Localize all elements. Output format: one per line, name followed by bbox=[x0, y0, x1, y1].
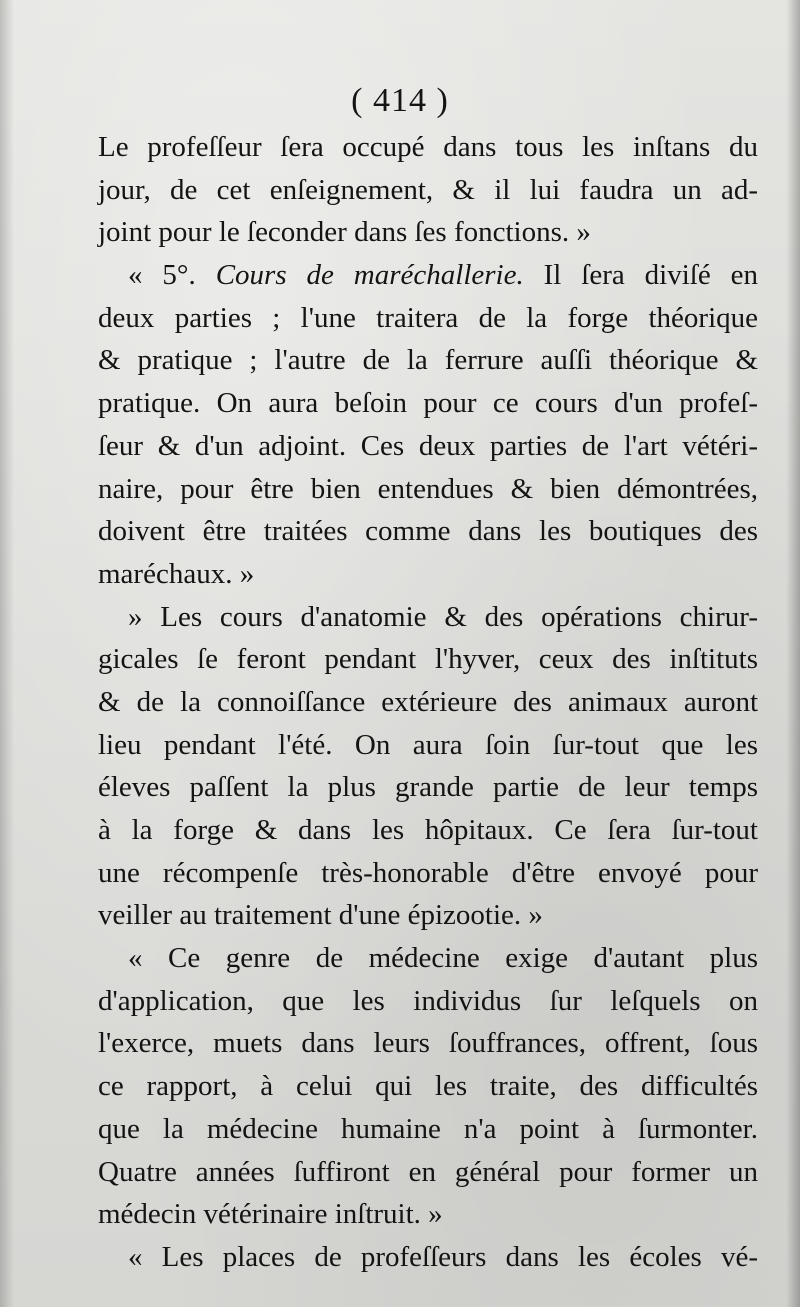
text-line-27: « Les places de profeſſeurs dans les écoles vé- bbox=[128, 1240, 758, 1273]
text-line-21: d'application, que les individus ſur leſquels on bbox=[98, 984, 758, 1017]
text-line-10: doivent être traitées comme dans les boutiques des bbox=[98, 515, 758, 548]
text-line-26: médecin vétérinaire inſtruit. » bbox=[98, 1198, 443, 1231]
body-text bbox=[98, 126, 758, 1279]
text-line-20: « Ce genre de médecine exige d'autant plus bbox=[128, 942, 758, 975]
text-line-25: Quatre années ſuffiront en général pour former un bbox=[98, 1155, 758, 1188]
page-number: ( 414 ) bbox=[351, 82, 449, 119]
page-left-shadow bbox=[0, 0, 14, 1307]
text-line-4: « 5°. Cours de maréchallerie. Il ſera diviſé en bbox=[128, 259, 758, 292]
text-line-7: pratique. On aura beſoin pour ce cours d'un profeſ- bbox=[98, 387, 758, 420]
text-line-6: & pratique ; l'autre de la ferrure auſſi théorique & bbox=[98, 344, 758, 377]
text-line-9: naire, pour être bien entendues & bien démontrées, bbox=[98, 472, 758, 505]
text-line-24: que la médecine humaine n'a point à ſurmonter. bbox=[98, 1112, 758, 1145]
text-line-15: lieu pendant l'été. On aura ſoin ſur-tout que les bbox=[98, 728, 758, 761]
text-line-1: Le profeſſeur ſera occupé dans tous les inſtans du bbox=[98, 131, 758, 163]
italic-heading: Cours de maréchallerie. bbox=[215, 259, 524, 292]
text-line-8: ſeur & d'un adjoint. Ces deux parties de l'art vétéri- bbox=[98, 429, 758, 462]
text-line-17: à la forge & dans les hôpitaux. Ce ſera ſur-tout bbox=[98, 814, 758, 846]
text-line-3: joint pour le ſeconder dans ſes fonctions. » bbox=[98, 216, 591, 249]
text-line-12: » Les cours d'anatomie & des opérations chirur- bbox=[128, 600, 758, 633]
page-right-shadow bbox=[786, 0, 800, 1307]
text-line-16: éleves paſſent la plus grande partie de leur temps bbox=[98, 771, 758, 804]
text-line-23: ce rapport, à celui qui les traite, des difficultés bbox=[98, 1070, 758, 1103]
text-line-14: & de la connoiſſance extérieure des animaux auront bbox=[98, 685, 758, 718]
text-line-11: maréchaux. » bbox=[98, 557, 255, 590]
text-line-2: jour, de cet enſeignement, & il lui faudra un ad- bbox=[98, 173, 758, 206]
text-line-19: veiller au traitement d'une épizootie. » bbox=[98, 899, 543, 932]
text-line-13: gicales ſe feront pendant l'hyver, ceux des inſtituts bbox=[98, 643, 758, 676]
text-line-22: l'exerce, muets dans leurs ſouffrances, offrent, ſous bbox=[98, 1027, 758, 1060]
text-line-18: une récompenſe très-honorable d'être envoyé pour bbox=[98, 856, 758, 889]
text-line-5: deux parties ; l'une traitera de la forge théorique bbox=[98, 301, 758, 334]
